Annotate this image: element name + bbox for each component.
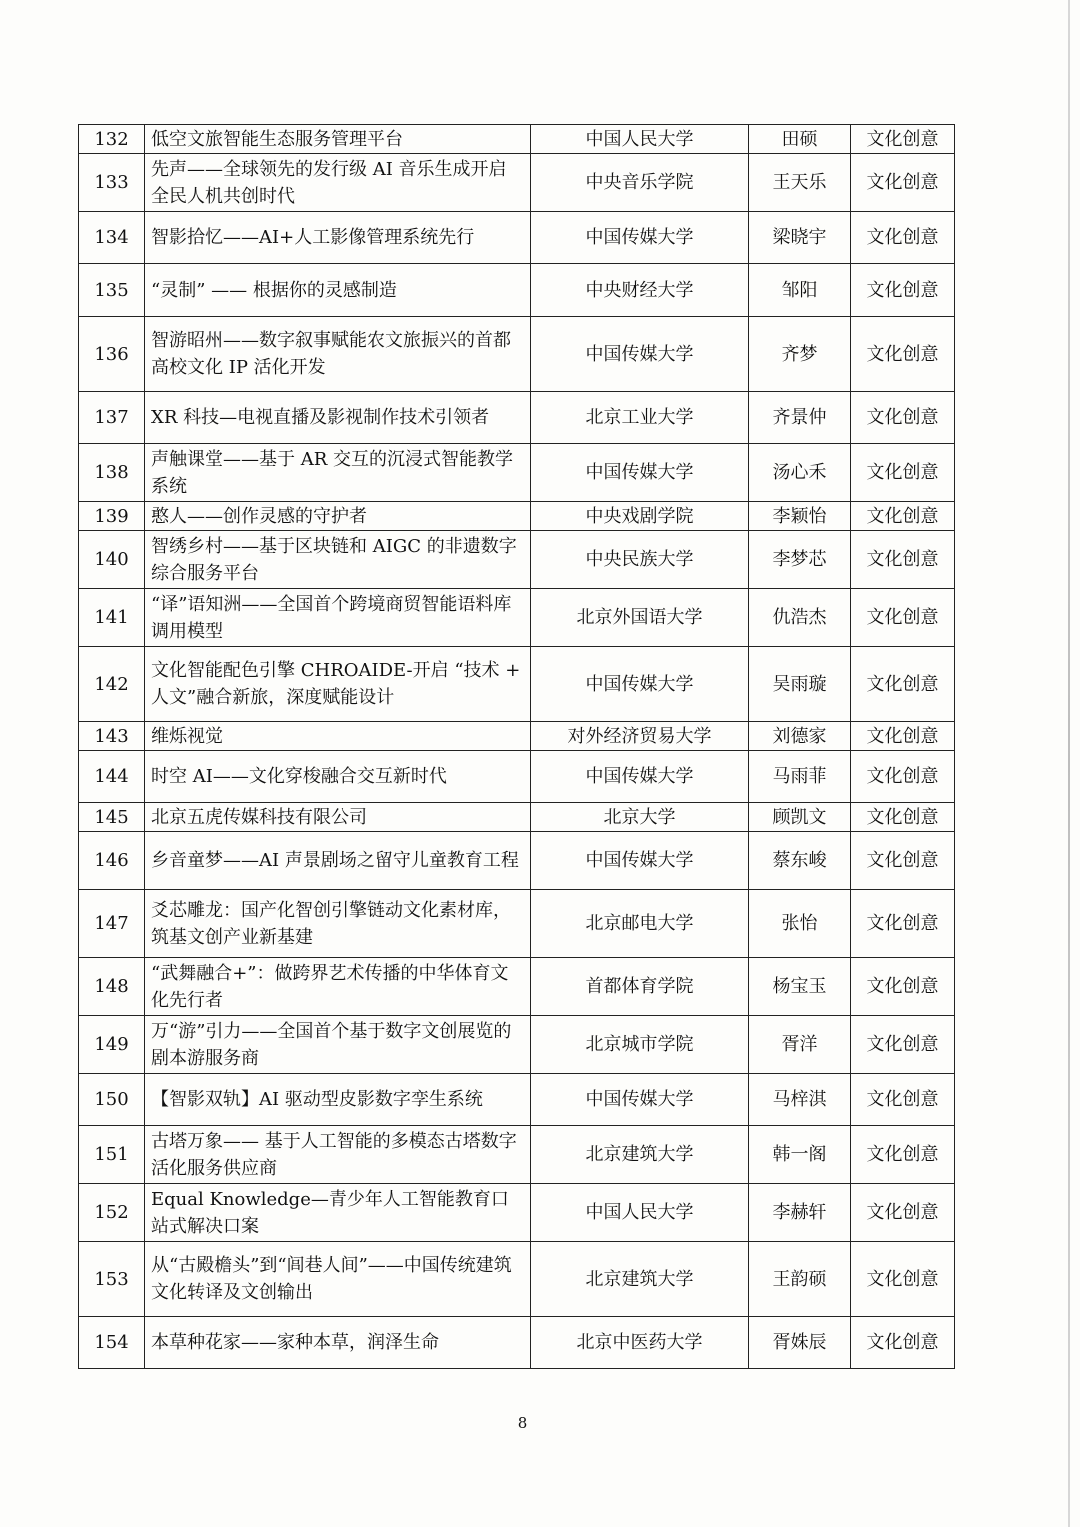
- leader-cell: 汤心禾: [749, 444, 851, 502]
- category-cell: 文化创意: [851, 444, 955, 502]
- school-cell: 中国传媒大学: [531, 832, 749, 890]
- row-number-cell: 146: [79, 832, 145, 890]
- school-cell: 中央戏剧学院: [531, 502, 749, 531]
- leader-cell: 李梦芯: [749, 531, 851, 589]
- leader-cell: 田硕: [749, 125, 851, 154]
- row-number-cell: 151: [79, 1126, 145, 1184]
- category-cell: 文化创意: [851, 392, 955, 444]
- row-number-cell: 139: [79, 502, 145, 531]
- project-name-cell: 智影拾忆——AI+人工影像管理系统先行: [145, 212, 531, 264]
- table-row: [79, 264, 955, 317]
- row-number-cell: 136: [79, 317, 145, 392]
- leader-cell: 齐梦: [749, 317, 851, 392]
- row-number-cell: 143: [79, 722, 145, 751]
- school-cell: 北京建筑大学: [531, 1242, 749, 1317]
- school-cell: 中央财经大学: [531, 264, 749, 317]
- school-cell: 北京邮电大学: [531, 890, 749, 958]
- row-number-cell: 134: [79, 212, 145, 264]
- school-cell: 中国人民大学: [531, 1184, 749, 1242]
- project-name-cell: Equal Knowledge—青少年人工智能教育口站式解决口案: [145, 1184, 531, 1242]
- category-cell: 文化创意: [851, 890, 955, 958]
- project-name-cell: 时空 AI——文化穿梭融合交互新时代: [145, 751, 531, 803]
- table-row: [79, 444, 955, 502]
- school-cell: 中国人民大学: [531, 125, 749, 154]
- table-row: [79, 722, 955, 751]
- school-cell: 中国传媒大学: [531, 647, 749, 722]
- school-cell: 北京中医药大学: [531, 1317, 749, 1369]
- leader-cell: 梁晓宇: [749, 212, 851, 264]
- table-row: [79, 212, 955, 264]
- table-row: [79, 1074, 955, 1126]
- category-cell: 文化创意: [851, 1016, 955, 1074]
- table-row: [79, 317, 955, 392]
- leader-cell: 马雨菲: [749, 751, 851, 803]
- project-name-cell: 爻芯雕龙：国产化智创引擎链动文化素材库，筑基文创产业新基建: [145, 890, 531, 958]
- leader-cell: 张怡: [749, 890, 851, 958]
- row-number-cell: 152: [79, 1184, 145, 1242]
- leader-cell: 齐景仲: [749, 392, 851, 444]
- school-cell: 中国传媒大学: [531, 1074, 749, 1126]
- project-name-cell: 本草种花家——家种本草，润泽生命: [145, 1317, 531, 1369]
- leader-cell: 刘德家: [749, 722, 851, 751]
- project-name-cell: 北京五虎传媒科技有限公司: [145, 803, 531, 832]
- table-row: [79, 1016, 955, 1074]
- project-name-cell: XR 科技—电视直播及影视制作技术引领者: [145, 392, 531, 444]
- school-cell: 中央音乐学院: [531, 154, 749, 212]
- school-cell: 北京大学: [531, 803, 749, 832]
- category-cell: 文化创意: [851, 125, 955, 154]
- row-number-cell: 153: [79, 1242, 145, 1317]
- row-number-cell: 137: [79, 392, 145, 444]
- school-cell: 中国传媒大学: [531, 751, 749, 803]
- project-name-cell: 声触课堂——基于 AR 交互的沉浸式智能教学系统: [145, 444, 531, 502]
- school-cell: 中国传媒大学: [531, 212, 749, 264]
- leader-cell: 胥洋: [749, 1016, 851, 1074]
- row-number-cell: 142: [79, 647, 145, 722]
- category-cell: 文化创意: [851, 1074, 955, 1126]
- category-cell: 文化创意: [851, 1317, 955, 1369]
- row-number-cell: 133: [79, 154, 145, 212]
- category-cell: 文化创意: [851, 589, 955, 647]
- category-cell: 文化创意: [851, 1126, 955, 1184]
- category-cell: 文化创意: [851, 502, 955, 531]
- school-cell: 首都体育学院: [531, 958, 749, 1016]
- table-row: [79, 125, 955, 154]
- leader-cell: 李颖怡: [749, 502, 851, 531]
- row-number-cell: 154: [79, 1317, 145, 1369]
- school-cell: 中国传媒大学: [531, 317, 749, 392]
- leader-cell: 王韵硕: [749, 1242, 851, 1317]
- page-edge-shadow: [1068, 0, 1070, 1527]
- category-cell: 文化创意: [851, 531, 955, 589]
- table-row: [79, 647, 955, 722]
- category-cell: 文化创意: [851, 647, 955, 722]
- leader-cell: 蔡东峻: [749, 832, 851, 890]
- category-cell: 文化创意: [851, 1242, 955, 1317]
- project-name-cell: 憨人——创作灵感的守护者: [145, 502, 531, 531]
- category-cell: 文化创意: [851, 212, 955, 264]
- table-row: [79, 751, 955, 803]
- project-name-cell: 万“游”引力——全国首个基于数字文创展览的剧本游服务商: [145, 1016, 531, 1074]
- project-name-cell: 【智影双轨】AI 驱动型皮影数字孪生系统: [145, 1074, 531, 1126]
- category-cell: 文化创意: [851, 751, 955, 803]
- leader-cell: 韩一阁: [749, 1126, 851, 1184]
- project-name-cell: 维烁视觉: [145, 722, 531, 751]
- leader-cell: 吴雨璇: [749, 647, 851, 722]
- row-number-cell: 150: [79, 1074, 145, 1126]
- leader-cell: 胥姝辰: [749, 1317, 851, 1369]
- school-cell: 北京外国语大学: [531, 589, 749, 647]
- table-row: [79, 890, 955, 958]
- leader-cell: 李赫轩: [749, 1184, 851, 1242]
- leader-cell: 杨宝玉: [749, 958, 851, 1016]
- school-cell: 北京建筑大学: [531, 1126, 749, 1184]
- category-cell: 文化创意: [851, 722, 955, 751]
- project-name-cell: “武舞融合+”：做跨界艺术传播的中华体育文化先行者: [145, 958, 531, 1016]
- project-name-cell: “灵制” —— 根据你的灵感制造: [145, 264, 531, 317]
- category-cell: 文化创意: [851, 154, 955, 212]
- row-number-cell: 144: [79, 751, 145, 803]
- table-row: [79, 832, 955, 890]
- table-row: [79, 502, 955, 531]
- project-name-cell: 智游昭州——数字叙事赋能农文旅振兴的首都高校文化 IP 活化开发: [145, 317, 531, 392]
- project-table-body: [79, 125, 955, 1369]
- leader-cell: 顾凯文: [749, 803, 851, 832]
- school-cell: 北京城市学院: [531, 1016, 749, 1074]
- project-name-cell: “译”语知洲——全国首个跨境商贸智能语料库调用模型: [145, 589, 531, 647]
- row-number-cell: 140: [79, 531, 145, 589]
- leader-cell: 邹阳: [749, 264, 851, 317]
- leader-cell: 马梓淇: [749, 1074, 851, 1126]
- project-name-cell: 智绣乡村——基于区块链和 AIGC 的非遗数字综合服务平台: [145, 531, 531, 589]
- table-row: [79, 1317, 955, 1369]
- table-row: [79, 1184, 955, 1242]
- category-cell: 文化创意: [851, 803, 955, 832]
- table-row: [79, 589, 955, 647]
- row-number-cell: 145: [79, 803, 145, 832]
- project-name-cell: 古塔万象—— 基于人工智能的多模态古塔数字活化服务供应商: [145, 1126, 531, 1184]
- row-number-cell: 149: [79, 1016, 145, 1074]
- table-row: [79, 958, 955, 1016]
- row-number-cell: 138: [79, 444, 145, 502]
- table-row: [79, 531, 955, 589]
- category-cell: 文化创意: [851, 958, 955, 1016]
- project-name-cell: 从“古殿檐头”到“闾巷人间”——中国传统建筑文化转译及文创输出: [145, 1242, 531, 1317]
- leader-cell: 王天乐: [749, 154, 851, 212]
- table-row: [79, 154, 955, 212]
- school-cell: 对外经济贸易大学: [531, 722, 749, 751]
- category-cell: 文化创意: [851, 264, 955, 317]
- table-row: [79, 392, 955, 444]
- row-number-cell: 135: [79, 264, 145, 317]
- school-cell: 中央民族大学: [531, 531, 749, 589]
- row-number-cell: 148: [79, 958, 145, 1016]
- project-name-cell: 文化智能配色引擎 CHROAIDE-开启 “技术 + 人文”融合新旅，深度赋能设计: [145, 647, 531, 722]
- page-number: 8: [517, 1414, 528, 1432]
- row-number-cell: 147: [79, 890, 145, 958]
- project-name-cell: 乡音童梦——AI 声景剧场之留守儿童教育工程: [145, 832, 531, 890]
- leader-cell: 仇浩杰: [749, 589, 851, 647]
- school-cell: 北京工业大学: [531, 392, 749, 444]
- category-cell: 文化创意: [851, 832, 955, 890]
- category-cell: 文化创意: [851, 317, 955, 392]
- project-table: [78, 124, 955, 1369]
- table-row: [79, 1126, 955, 1184]
- table-row: [79, 803, 955, 832]
- row-number-cell: 132: [79, 125, 145, 154]
- table-row: [79, 1242, 955, 1317]
- category-cell: 文化创意: [851, 1184, 955, 1242]
- project-name-cell: 低空文旅智能生态服务管理平台: [145, 125, 531, 154]
- school-cell: 中国传媒大学: [531, 444, 749, 502]
- row-number-cell: 141: [79, 589, 145, 647]
- project-name-cell: 先声——全球领先的发行级 AI 音乐生成开启全民人机共创时代: [145, 154, 531, 212]
